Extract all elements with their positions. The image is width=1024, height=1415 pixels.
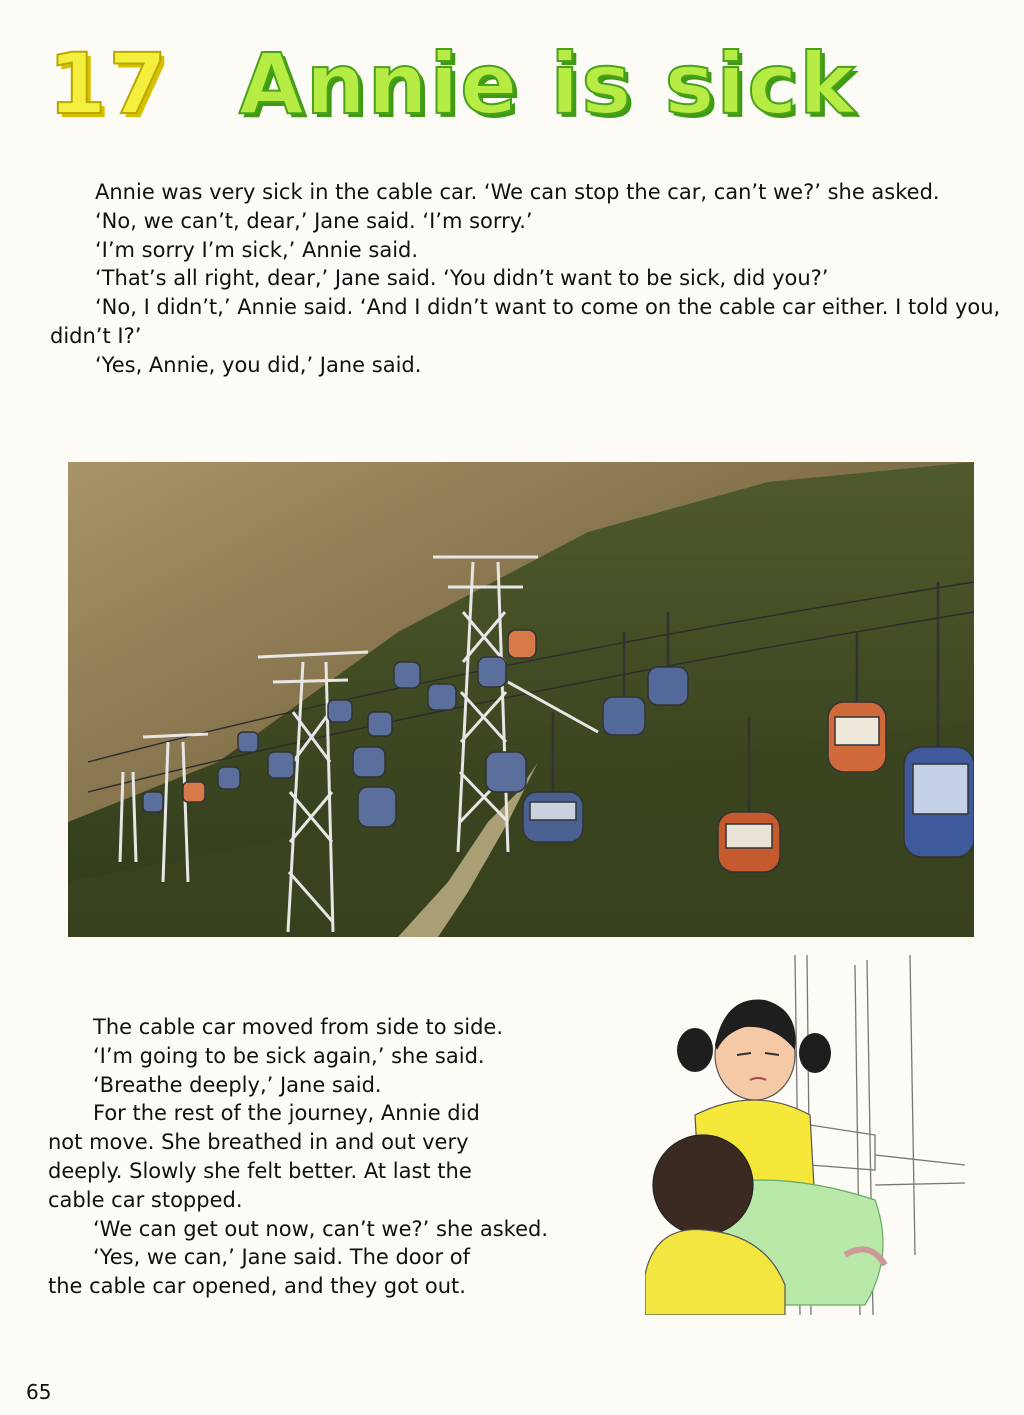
paragraph: ‘Breathe deeply,’ Jane said. [93,1072,382,1097]
paragraph: ‘Yes, Annie, you did,’ Jane said. [95,352,422,377]
paragraph: ‘I’m going to be sick again,’ she said. [93,1043,485,1068]
cable-car-photo [68,462,974,937]
annie-jane-illustration [645,955,975,1315]
lesson-title-text: Annie is sick [238,35,858,133]
lesson-title [48,35,868,133]
paragraph: ‘We can get out now, can’t we?’ she asked. [93,1216,549,1241]
lesson-number: 17 [48,35,169,133]
paragraph: For the rest of the journey, Annie did not move. She breathed in and out very deeply. Slowly she felt better. At last the cable car stopped. [48,1101,480,1212]
paragraph: ‘No, we can’t, dear,’ Jane said. ‘I’m sorry.’ [95,208,533,233]
page-number: 65 [26,1380,52,1404]
paragraph: ‘Yes, we can,’ Jane said. The door of the cable car opened, and they got out. [48,1245,471,1299]
paragraph: ‘I’m sorry I’m sick,’ Annie said. [95,237,419,262]
story-text-bottom [48,1013,628,1301]
paragraph: The cable car moved from side to side. [93,1015,503,1039]
paragraph: ‘No, I didn’t,’ Annie said. ‘And I didn’t want to come on the cable car either. I told you, didn’t I?’ [50,295,1001,348]
paragraph: ‘That’s all right, dear,’ Jane said. ‘You didn’t want to be sick, did you?’ [95,266,829,291]
story-text-top [50,178,1005,380]
paragraph: Annie was very sick in the cable car. ‘We can stop the car, can’t we?’ she asked. [95,180,940,204]
